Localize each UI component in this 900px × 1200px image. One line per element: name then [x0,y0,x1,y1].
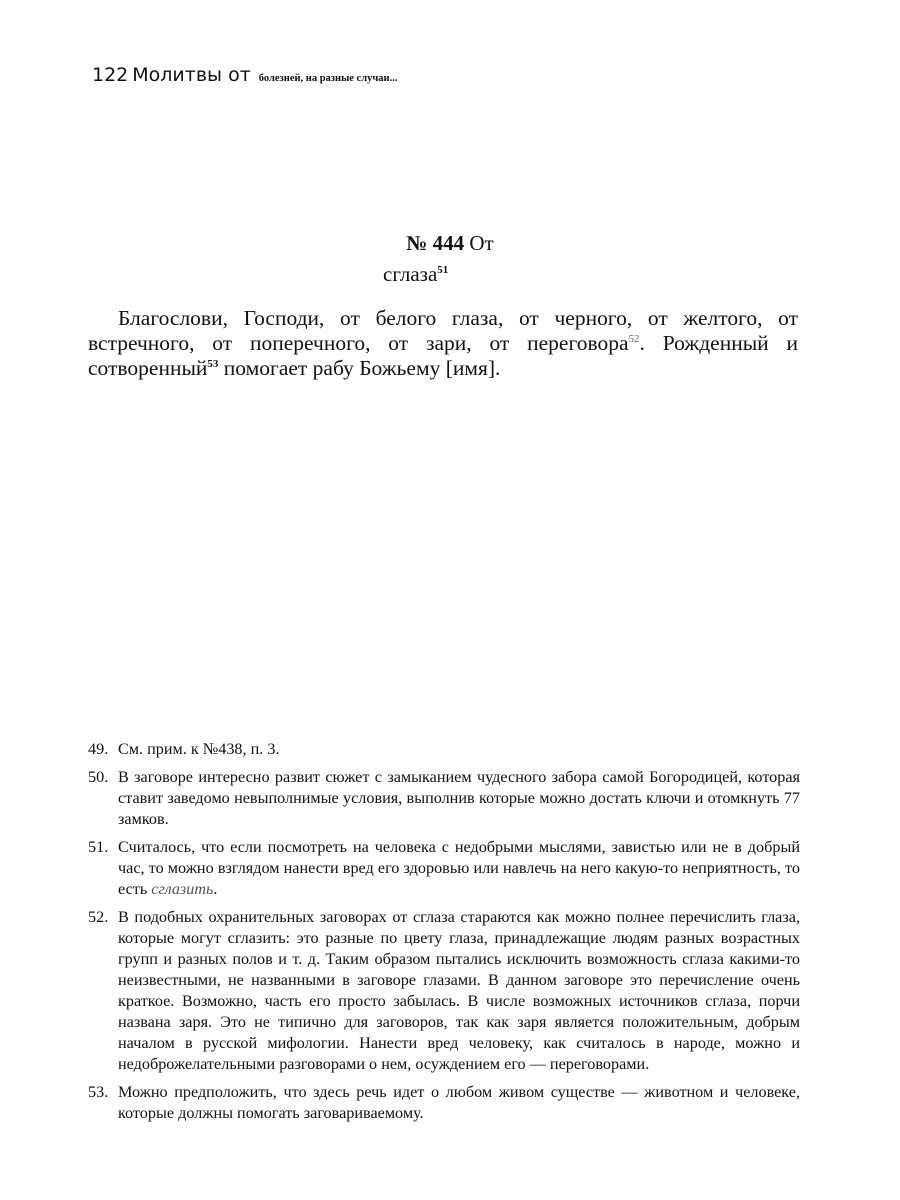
footnote-item [88,739,800,760]
footnote-tail: . [213,880,218,898]
prayer-text [88,306,798,381]
footnote-ref-53[interactable]: 53 [207,357,219,370]
footnote-text: В подобных охранительных заговорах от сглаза стараются как можно полнее перечислить глаза, которые могут сглазить: это разные по цвету глаза, принадлежащие людям разных возрастных групп и разных полов и т. д. Таким образом пытались исключить возможность сглаза какими-то неизвестными, не названными в заговоре глазами. В данном заговоре это перечисление очень краткое. Возможно, часть его просто забылась. В числе возможных источников сглаза, порчи названа заря. Это не типично для заговоров, так как заря является положительным, добрым началом в русской мифологии. Нанести вред человеку, как считалось в народе, можно и недоброжелательными разговорами о нем, осуждением его — переговорами. [118,908,800,1073]
page-number: 122 [92,64,129,86]
footnote-number: 52. [88,908,109,926]
footnote-number: 50. [88,768,109,786]
prayer-text-3: помогает рабу Божьему [имя]. [218,356,501,380]
footnote-item [88,1082,800,1124]
prayer-title-part2: сглаза [383,262,438,286]
prayer-number: № 444 [406,231,465,255]
footnote-number: 49. [88,740,109,758]
prayer-text-1: Благослови, Господи, от белого глаза, от черного, от желтого, от встречного, от поперечного, от зари, от переговора [88,306,798,355]
prayer-heading [0,231,900,256]
running-head [92,64,397,86]
footnote-number: 51. [88,838,109,856]
footnote-text: См. прим. к №438, п. 3. [118,740,280,758]
footnote-item [88,767,800,830]
footnote-text-container [118,837,800,900]
prayer-title-line2 [383,262,448,287]
running-head-subtitle: болезней, на разные случаи... [258,73,398,84]
footnote-item [88,907,800,1075]
footnotes-list [88,739,800,1131]
footnote-item [88,837,800,900]
footnote-text: Считалось, что если посмотреть на человека с недобрыми мыслями, завистью или не в добрый час, то можно взглядом нанести вред его здоровью или навлечь на него какую-то неприятность, то есть [118,838,800,898]
prayer-text-2: . Рожденный и сотворенный [88,331,798,380]
footnote-ref-52[interactable]: 52 [628,332,640,345]
footnote-emphasis: сглазить [151,880,214,898]
footnote-text: В заговоре интересно развит сюжет с замыканием чудесного забора самой Богородицей, которая ставит заведомо невыполнимые условия, выполнив которые можно достать ключи и отомкнуть 77 замков. [118,768,800,828]
running-head-title: Молитвы от [132,64,251,86]
footnote-ref-51[interactable]: 51 [437,264,449,276]
footnote-text: Можно предположить, что здесь речь идет о любом живом существе — животном и человеке, которые должны помогать заговариваемому. [118,1083,800,1122]
footnote-number: 53. [88,1083,109,1101]
prayer-title-part1: От [469,231,494,255]
